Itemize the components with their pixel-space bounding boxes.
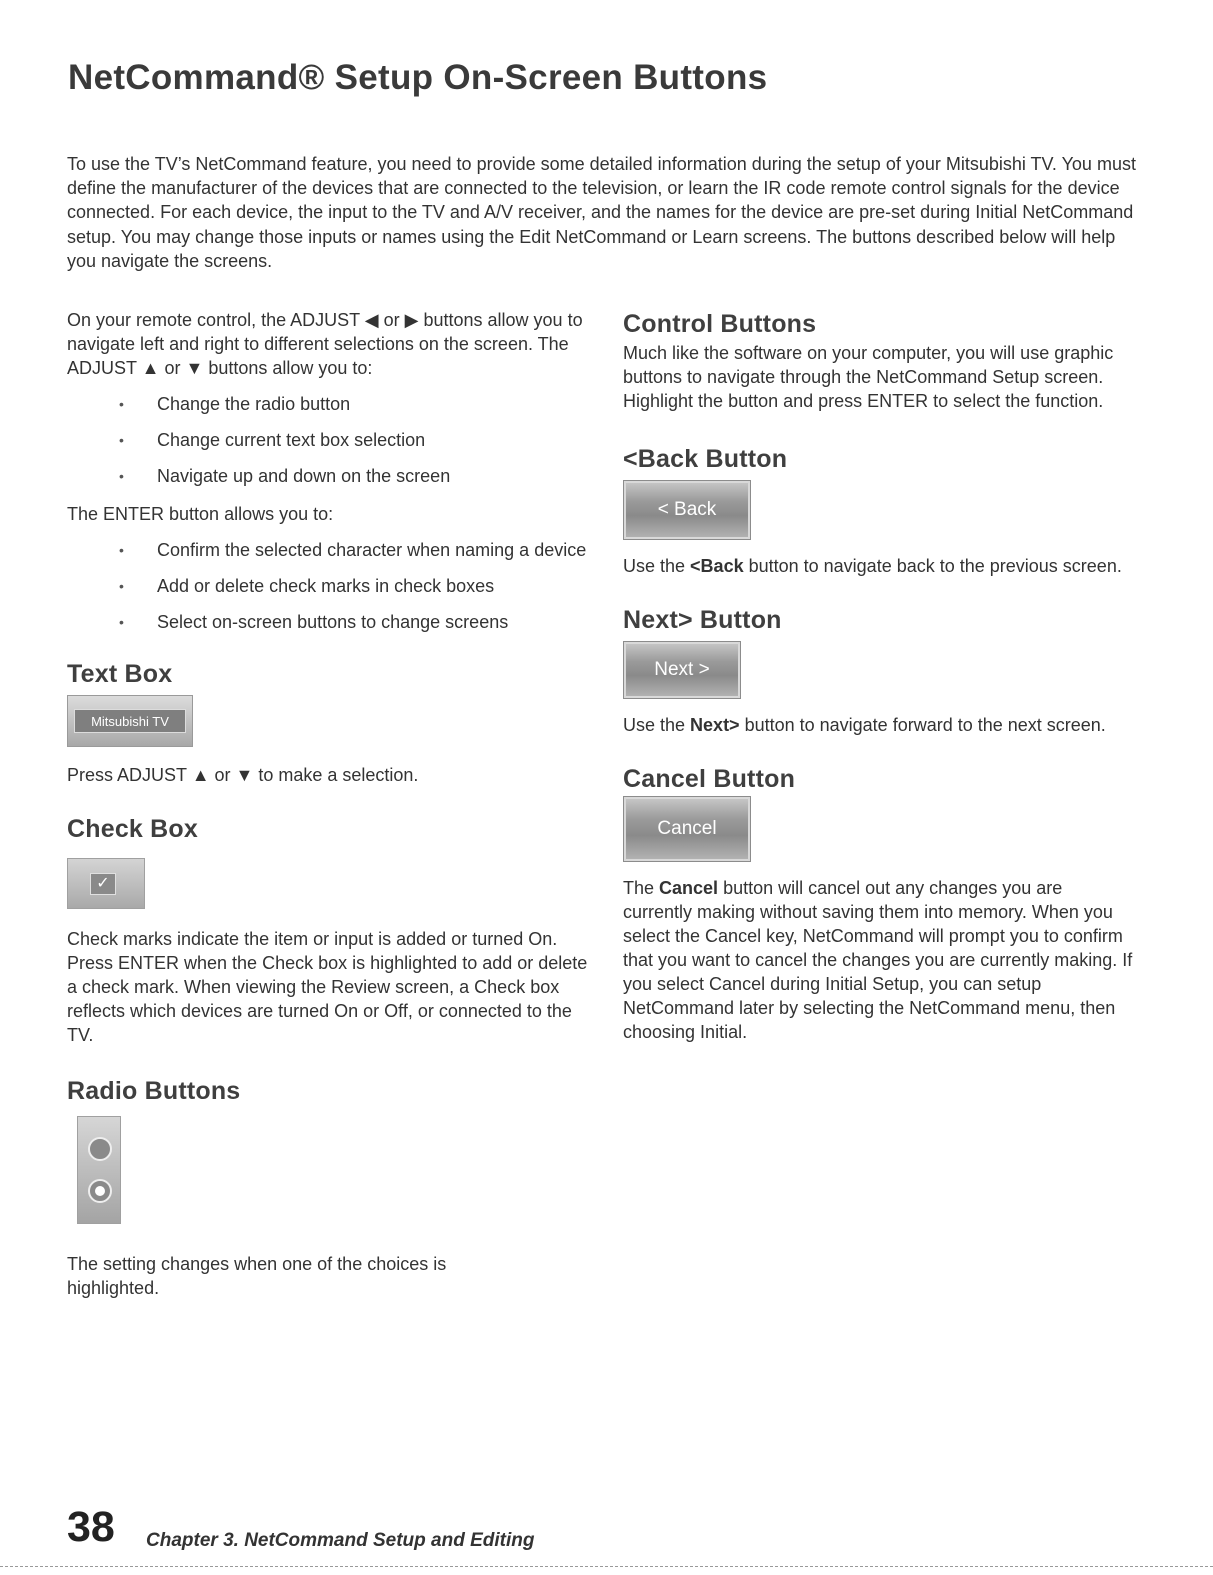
checkbox-description: Check marks indicate the item or input is added or turned On. Press ENTER when the Check box is highlighted to add or delete a check mark. When viewing the Review screen, a Check box reflects which devices are turned On or Off, or connected to the TV. bbox=[67, 929, 588, 1045]
check-mark-icon: ✓ bbox=[90, 873, 116, 895]
next-heading: Next> Button bbox=[623, 606, 782, 634]
list-item: • Navigate up and down on the screen bbox=[119, 464, 597, 488]
list-item: • Add or delete check marks in check boxes bbox=[119, 574, 597, 598]
next-description: Use the Next> button to navigate forward to the next screen. bbox=[623, 715, 1106, 735]
footer-divider bbox=[0, 1566, 1213, 1567]
radio-heading: Radio Buttons bbox=[67, 1077, 241, 1105]
textbox-sample-text: Mitsubishi TV bbox=[74, 709, 186, 733]
back-heading: <Back Button bbox=[623, 445, 788, 473]
cancel-heading: Cancel Button bbox=[623, 765, 796, 793]
back-keyword: <Back bbox=[690, 556, 744, 576]
textbox-sample-image bbox=[67, 695, 193, 747]
control-heading: Control Buttons bbox=[623, 310, 817, 338]
radio-selected-icon bbox=[88, 1179, 112, 1203]
checkbox-heading: Check Box bbox=[67, 815, 199, 843]
enter-bullet-list bbox=[119, 538, 597, 634]
control-description: Much like the software on your computer, you will use graphic buttons to navigate through the NetCommand Setup screen. Highlight the button and press ENTER to select the function. bbox=[623, 343, 1114, 411]
textbox-description: Press ADJUST ▲ or ▼ to make a selection. bbox=[67, 765, 419, 785]
textbox-heading: Text Box bbox=[67, 660, 173, 688]
adjust-bullet-list bbox=[119, 392, 597, 488]
next-button-image: Next > bbox=[623, 641, 741, 699]
cancel-button-image: Cancel bbox=[623, 796, 751, 862]
radio-unselected-icon bbox=[88, 1137, 112, 1161]
radio-description: The setting changes when one of the choices is highlighted. bbox=[67, 1254, 447, 1298]
checkbox-sample-image bbox=[67, 858, 145, 909]
left-column bbox=[67, 308, 597, 1300]
chapter-title: Chapter 3. NetCommand Setup and Editing bbox=[146, 1530, 535, 1551]
adjust-intro: On your remote control, the ADJUST ◀ or ▶ buttons allow you to navigate left and right to different selections on the screen. The ADJUST ▲ or ▼ buttons allow you to: bbox=[67, 310, 583, 378]
enter-intro: The ENTER button allows you to: bbox=[67, 504, 334, 524]
radio-sample-image bbox=[77, 1116, 121, 1224]
next-keyword: Next> bbox=[690, 715, 740, 735]
cancel-keyword: Cancel bbox=[659, 878, 719, 898]
list-item: • Change the radio button bbox=[119, 392, 597, 416]
intro-paragraph: To use the TV’s NetCommand feature, you need to provide some detailed information during the setup of your Mitsubishi TV. You must define the manufacturer of the devices that are connected to the television, or learn the IR code remote control signals for the device connected. For each device, the input to the TV and A/V receiver, and the names for the device are pre-set during Initial NetCommand setup. You may change those inputs or names using the Edit NetCommand or Learn screens. The buttons described below will help you navigate the screens. bbox=[67, 154, 1136, 271]
right-column bbox=[623, 310, 1153, 1044]
list-item: • Select on-screen buttons to change screens bbox=[119, 610, 597, 634]
cancel-description: The Cancel button will cancel out any changes you are currently making without saving them into memory. When you select the Cancel key, NetCommand will prompt you to confirm that you want to cancel the changes you are currently making. If you select Cancel during Initial Setup, you can setup NetCommand later by selecting the NetCommand menu, then choosing Initial. bbox=[623, 878, 1133, 1042]
list-item: • Change current text box selection bbox=[119, 428, 597, 452]
page-number: 38 bbox=[67, 1503, 115, 1551]
page-title: NetCommand® Setup On-Screen Buttons bbox=[68, 58, 768, 97]
back-description: Use the <Back button to navigate back to the previous screen. bbox=[623, 556, 1122, 576]
back-button-image: < Back bbox=[623, 480, 751, 540]
list-item: • Confirm the selected character when naming a device bbox=[119, 538, 597, 562]
